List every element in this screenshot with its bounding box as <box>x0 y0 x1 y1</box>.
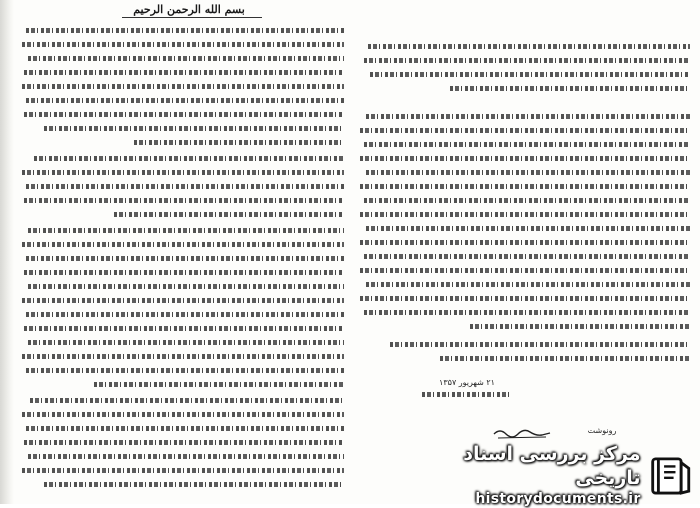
handwritten-line <box>366 282 690 287</box>
handwritten-line <box>26 368 344 373</box>
handwritten-line <box>26 312 344 317</box>
signature-caption: رونوشت <box>587 426 617 435</box>
handwritten-line <box>114 212 344 217</box>
handwritten-line <box>24 70 344 75</box>
handwritten-line <box>22 468 344 473</box>
handwritten-line <box>26 98 344 103</box>
document-heading: بسم الله الرحمن الرحیم <box>133 3 245 16</box>
handwritten-line <box>30 398 344 403</box>
scan-edge <box>0 0 14 504</box>
handwritten-line <box>368 44 690 49</box>
handwritten-line <box>366 170 690 175</box>
handwritten-line <box>26 256 344 261</box>
handwritten-line <box>22 354 344 359</box>
right-page-column <box>352 0 690 504</box>
handwritten-line <box>34 156 344 161</box>
handwritten-line <box>44 126 344 131</box>
handwritten-line <box>450 86 690 91</box>
handwritten-line <box>422 392 512 397</box>
handwritten-line <box>22 42 344 47</box>
handwritten-line <box>134 140 344 145</box>
handwritten-line <box>364 254 690 259</box>
watermark-text <box>404 442 641 508</box>
signature-scribble <box>492 426 552 440</box>
handwritten-line <box>440 356 690 361</box>
left-page-column <box>14 0 344 504</box>
handwritten-line <box>24 326 344 331</box>
handwritten-line <box>26 184 344 189</box>
document-book-logo-icon <box>647 450 694 500</box>
handwritten-line <box>360 128 690 133</box>
handwritten-line <box>24 198 344 203</box>
handwritten-line <box>22 298 344 303</box>
watermark <box>404 443 694 507</box>
handwritten-line <box>360 212 690 217</box>
handwritten-line <box>24 270 344 275</box>
handwritten-line <box>94 382 344 387</box>
handwritten-line <box>22 84 344 89</box>
handwritten-line <box>22 412 344 417</box>
date-line: ۲۱ شهریور ۱۳۵۷ <box>439 378 495 387</box>
handwritten-line <box>28 228 344 233</box>
handwritten-line <box>364 198 690 203</box>
handwritten-line <box>28 56 344 61</box>
heading-underline <box>122 17 262 18</box>
handwritten-line <box>22 170 344 175</box>
handwritten-line <box>364 310 690 315</box>
watermark-title: مرکز بررسی اسناد تاریخی <box>463 443 641 489</box>
handwritten-line <box>28 340 344 345</box>
handwritten-line <box>390 342 690 347</box>
handwritten-line <box>370 72 690 77</box>
handwritten-line <box>26 28 344 33</box>
handwritten-line <box>28 284 344 289</box>
handwritten-line <box>360 268 690 273</box>
handwritten-line <box>28 454 344 459</box>
handwritten-line <box>24 112 344 117</box>
handwritten-line <box>360 184 690 189</box>
handwritten-line <box>24 440 344 445</box>
handwritten-line <box>360 296 690 301</box>
handwritten-line <box>26 426 344 431</box>
handwritten-line <box>366 226 690 231</box>
handwritten-line <box>22 242 344 247</box>
watermark-url: historydocuments.ir <box>475 491 641 507</box>
handwritten-line <box>44 482 344 487</box>
handwritten-line <box>470 324 690 329</box>
handwritten-line <box>360 240 690 245</box>
handwritten-line <box>364 142 690 147</box>
handwritten-line <box>364 58 690 63</box>
handwritten-line <box>360 156 690 161</box>
handwritten-line <box>366 114 690 119</box>
